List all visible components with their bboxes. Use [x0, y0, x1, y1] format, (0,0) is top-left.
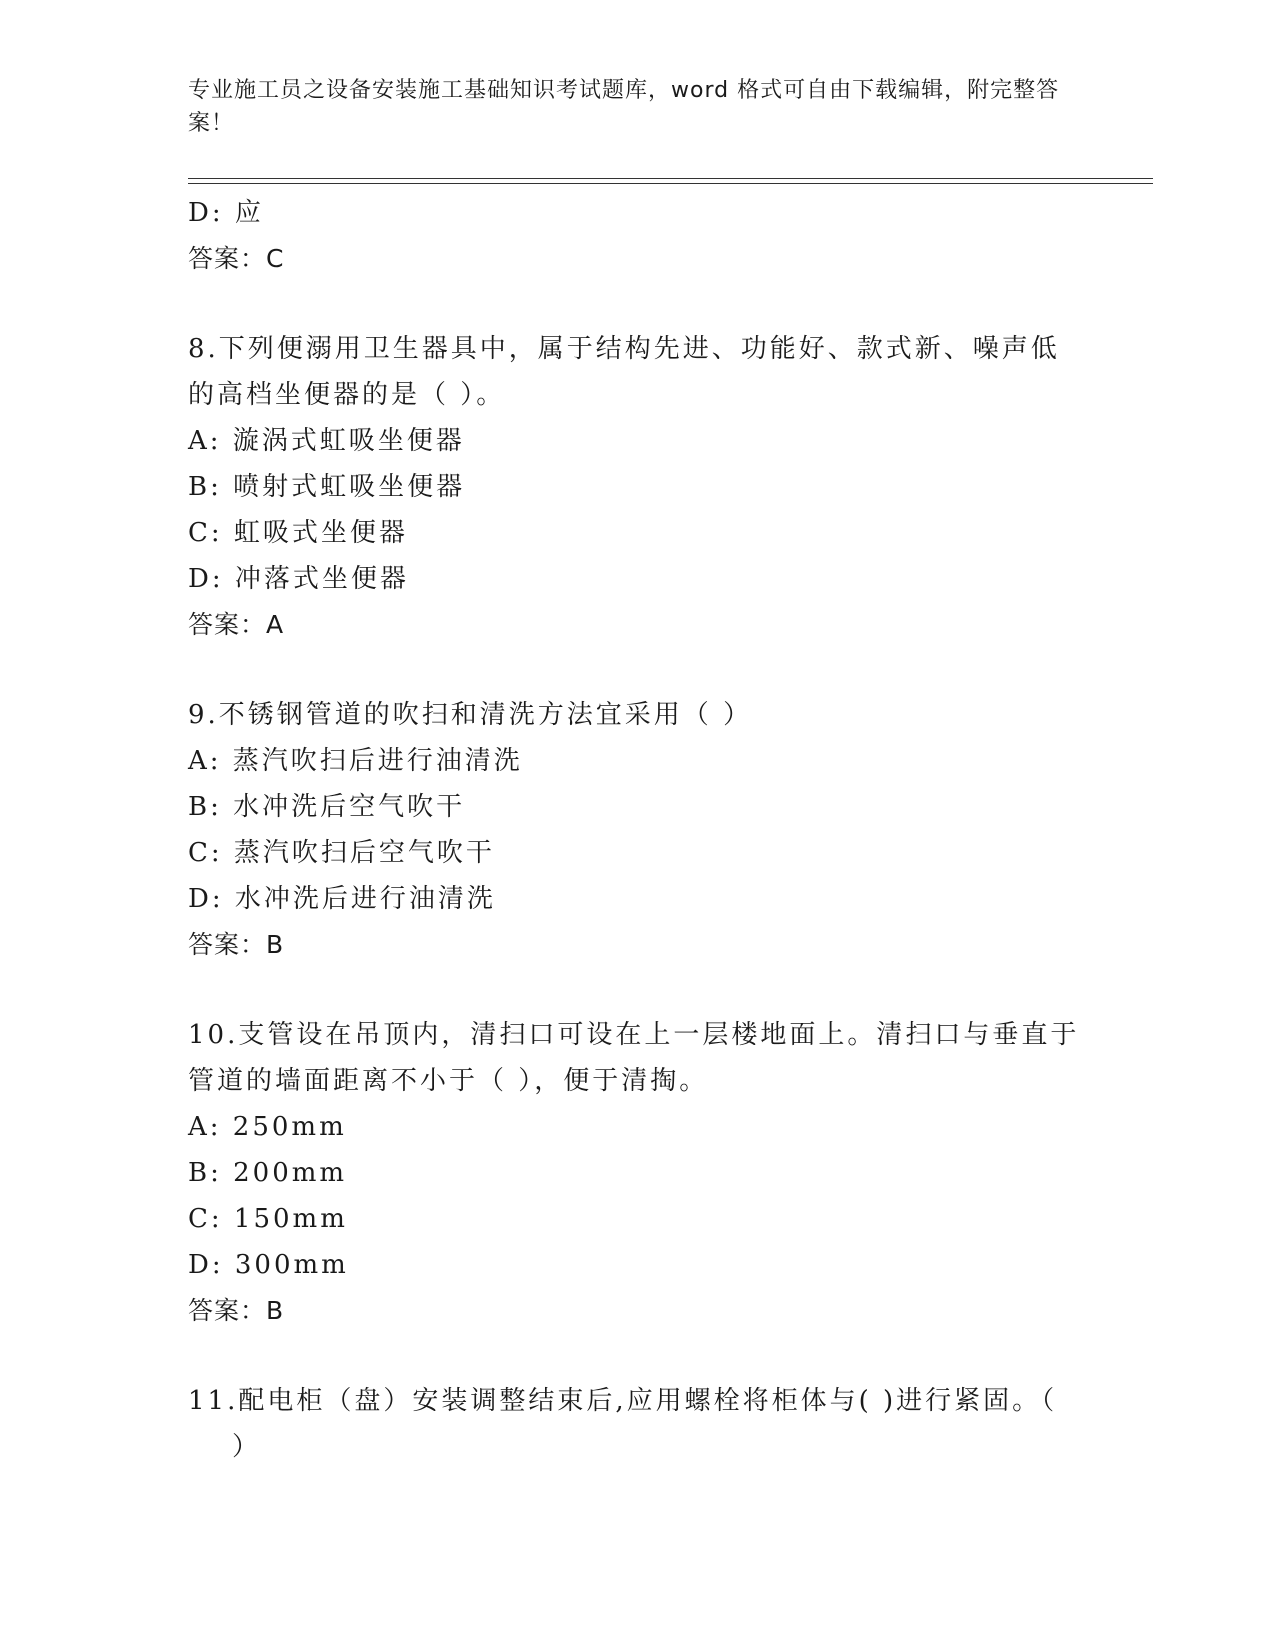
option-a: A: 蒸汽吹扫后进行油清洗: [188, 746, 523, 776]
question-stem-cont: 的高档坐便器的是（ ）。: [188, 380, 506, 410]
header-divider-bottom: [188, 183, 1153, 184]
question-stem-cont: 管道的墙面距离不小于（ ），便于清掏。: [188, 1066, 709, 1096]
header-divider-top: [188, 178, 1153, 179]
option-d: D: 冲落式坐便器: [188, 564, 409, 594]
option-b: B: 喷射式虹吸坐便器: [188, 472, 466, 502]
answer: 答案：B: [188, 930, 285, 959]
option-b: B: 200mm: [188, 1158, 348, 1188]
question-stem: 8.下列便溺用卫生器具中，属于结构先进、功能好、款式新、噪声低: [188, 334, 1060, 364]
option-a: A: 漩涡式虹吸坐便器: [188, 426, 465, 456]
question-stem: 11.配电柜（盘）安装调整结束后,应用螺栓将柜体与( )进行紧固。（: [188, 1386, 1058, 1416]
option-b: B: 水冲洗后空气吹干: [188, 792, 466, 822]
question-9: [188, 692, 1068, 968]
answer: 答案：B: [188, 1296, 285, 1325]
option-c: C: 虹吸式坐便器: [188, 518, 408, 548]
question-stem-cont: ）: [232, 1432, 262, 1462]
page-header: 专业施工员之设备安装施工基础知识考试题库，word 格式可自由下载编辑，附完整答案！: [188, 78, 1060, 136]
question-8: [188, 326, 1068, 648]
prev-answer: 答案：C: [188, 244, 285, 273]
prev-option-d: D: 应: [188, 198, 264, 228]
option-a: A: 250mm: [188, 1112, 347, 1142]
option-d: D: 水冲洗后进行油清洗: [188, 884, 496, 914]
question-list: [188, 190, 1080, 1470]
question-11: [188, 1378, 1068, 1470]
question-stem: 9.不锈钢管道的吹扫和清洗方法宜采用（ ）: [188, 700, 753, 730]
option-d: D: 300mm: [188, 1250, 349, 1280]
question-10: [188, 1012, 1080, 1334]
question-stem: 10.支管设在吊顶内，清扫口可设在上一层楼地面上。清扫口与垂直于: [188, 1020, 1080, 1050]
answer: 答案：A: [188, 610, 285, 639]
option-c: C: 150mm: [188, 1204, 348, 1234]
option-c: C: 蒸汽吹扫后空气吹干: [188, 838, 495, 868]
